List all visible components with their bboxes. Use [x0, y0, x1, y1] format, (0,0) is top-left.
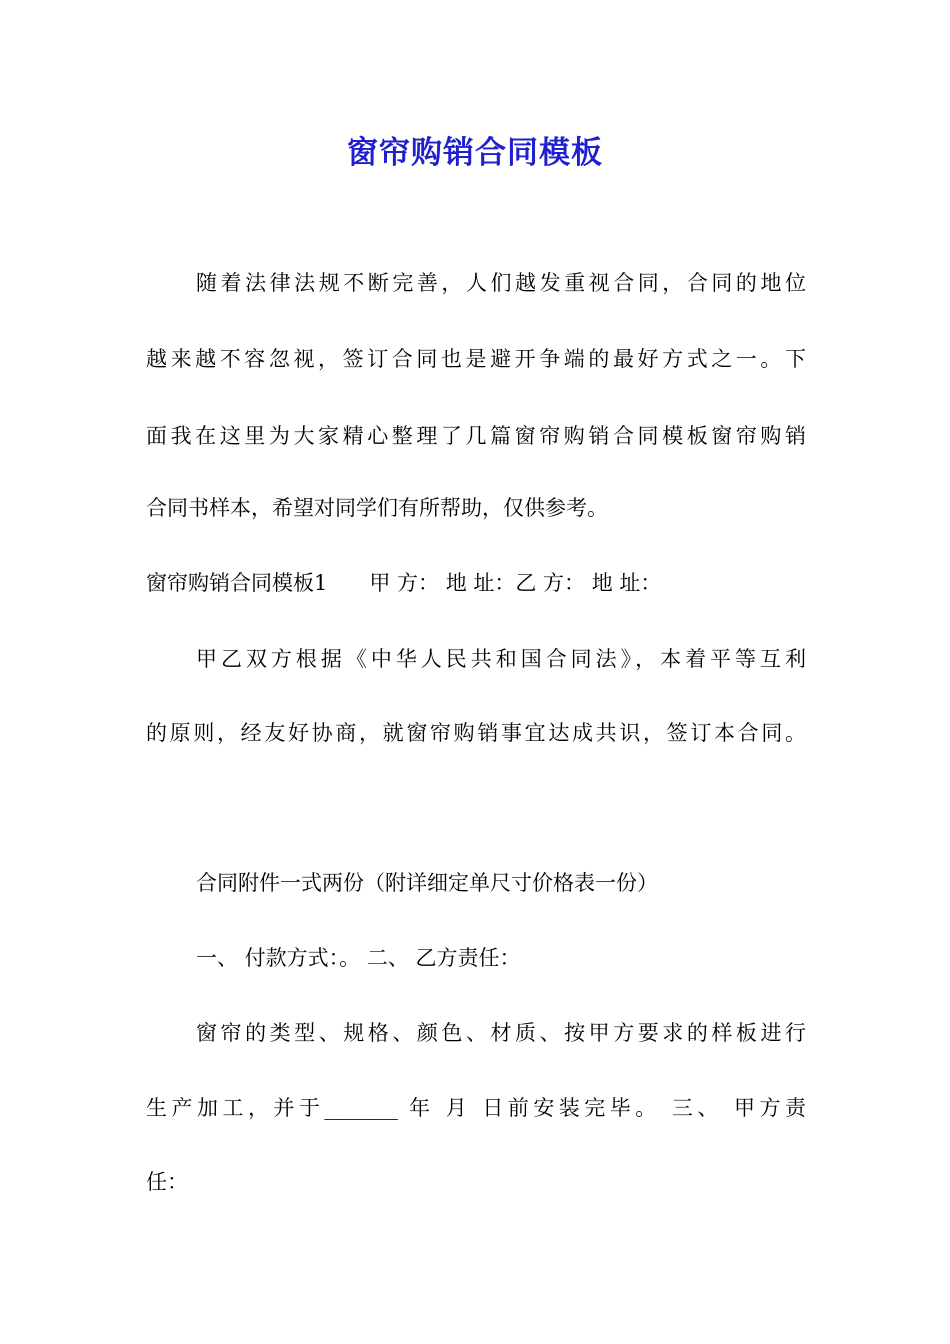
- paragraph-line: 面我在这里为大家精心整理了几篇窗帘购销合同模板窗帘购销: [146, 424, 806, 448]
- paragraph-line: 甲乙双方根据《中华人民共和国合同法》，本着平等互利: [196, 647, 806, 671]
- paragraph-line: 的原则，经友好协商，就窗帘购销事宜达成共识，签订本合同。: [146, 721, 806, 745]
- paragraph-line: 生产加工，并于_______ 年 月 日前安装完毕。 三、 甲方责: [146, 1096, 806, 1120]
- paragraph-line: 任：: [146, 1170, 188, 1194]
- paragraph-line: 越来越不容忽视，签订合同也是避开争端的最好方式之一。下: [146, 347, 806, 371]
- document-title: 窗帘购销合同模板: [347, 135, 603, 171]
- paragraph-line: 一、 付款方式：。 二、 乙方责任：: [196, 946, 521, 970]
- paragraph-line: 窗帘的类型、规格、颜色、材质、按甲方要求的样板进行: [196, 1021, 806, 1045]
- section-heading-line: 窗帘购销合同模板1 甲 方： 地 址：乙 方： 地 址：: [146, 571, 662, 595]
- paragraph-line: 随着法律法规不断完善，人们越发重视合同，合同的地位: [196, 271, 806, 295]
- paragraph-line: 合同附件一式两份（附详细定单尺寸价格表一份）: [196, 871, 658, 895]
- paragraph-line: 合同书样本，希望对同学们有所帮助，仅供参考。: [146, 496, 608, 520]
